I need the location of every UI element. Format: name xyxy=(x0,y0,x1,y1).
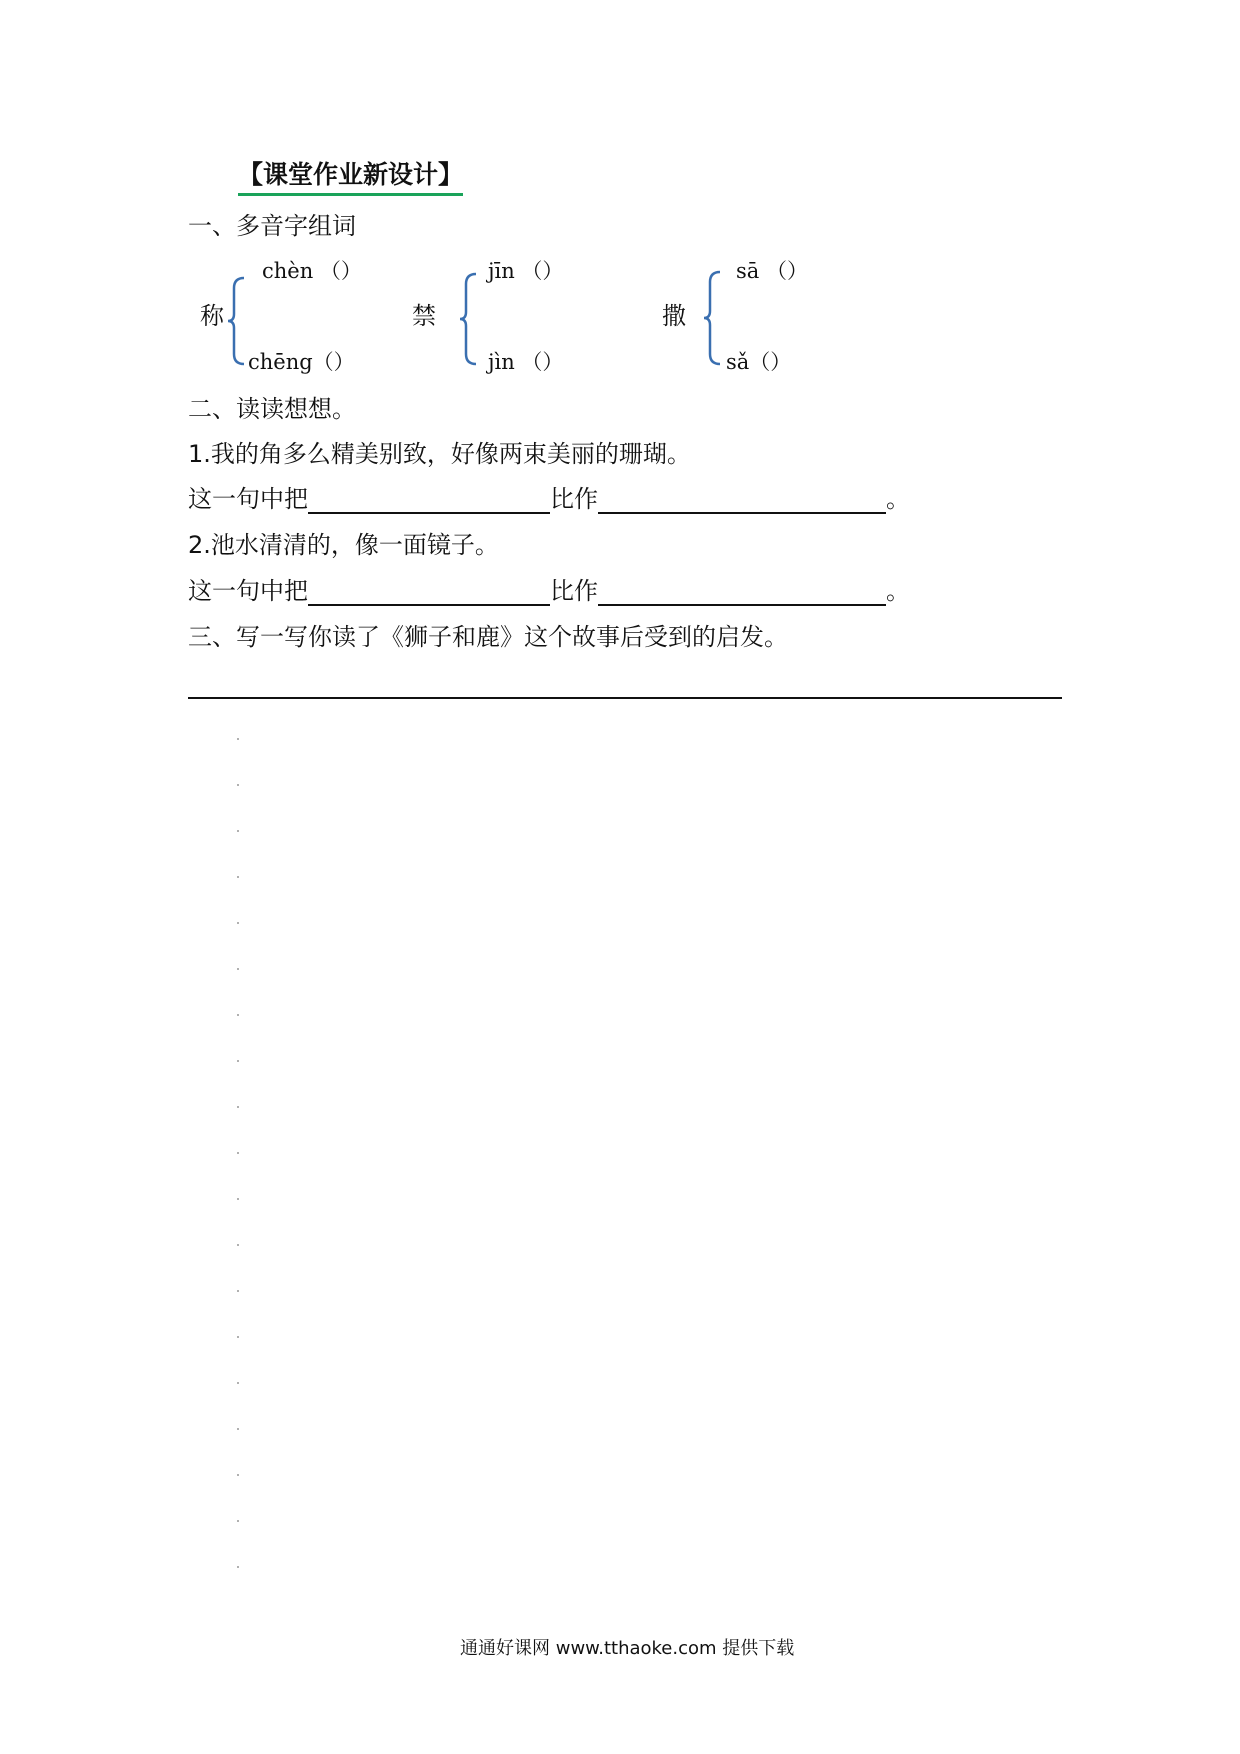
margin-dot xyxy=(237,1566,239,1568)
polyphone-char-1: 称 xyxy=(200,302,224,330)
fill-prefix: 这一句中把 xyxy=(188,485,308,513)
polyphone-top-2: jīn （） xyxy=(488,259,564,283)
section3-heading: 三、写一写你读了《狮子和鹿》这个故事后受到的启发。 xyxy=(188,623,788,651)
margin-dot xyxy=(237,968,239,970)
margin-dot xyxy=(237,738,239,740)
blank-1a[interactable] xyxy=(308,488,550,514)
blank-2b[interactable] xyxy=(598,580,886,606)
margin-dot xyxy=(237,1152,239,1154)
margin-dot xyxy=(237,876,239,878)
brace-icon xyxy=(458,272,480,366)
polyphone-char-3: 撒 xyxy=(662,302,686,330)
margin-dot xyxy=(237,1106,239,1108)
brace-icon xyxy=(226,276,248,366)
margin-dot xyxy=(237,922,239,924)
margin-dot xyxy=(237,1244,239,1246)
fill-line-2 xyxy=(188,576,910,606)
blank-2a[interactable] xyxy=(308,580,550,606)
polyphone-top-3: sā （） xyxy=(736,259,808,283)
margin-dot xyxy=(237,784,239,786)
fill-prefix: 这一句中把 xyxy=(188,577,308,605)
margin-dot xyxy=(237,1474,239,1476)
brace-icon xyxy=(702,270,724,366)
fill-middle: 比作 xyxy=(550,485,598,513)
blank-1b[interactable] xyxy=(598,488,886,514)
fill-line-1 xyxy=(188,484,910,514)
margin-dot xyxy=(237,1290,239,1292)
margin-dot xyxy=(237,1428,239,1430)
polyphone-bottom-1: chēng（） xyxy=(248,350,355,374)
fill-middle: 比作 xyxy=(550,577,598,605)
section1-heading: 一、多音字组词 xyxy=(188,212,356,240)
polyphone-top-1: chèn （） xyxy=(262,259,362,283)
margin-dot xyxy=(237,1060,239,1062)
footer: 通通好课网 www.tthaoke.com 提供下载 xyxy=(460,1638,795,1659)
margin-dot xyxy=(237,1336,239,1338)
fill-end: 。 xyxy=(886,485,910,513)
polyphone-bottom-2: jìn （） xyxy=(488,350,564,374)
polyphone-bottom-3: sǎ（） xyxy=(726,350,792,374)
margin-dot xyxy=(237,1198,239,1200)
margin-dot xyxy=(237,1014,239,1016)
margin-dot xyxy=(237,1382,239,1384)
page-title: 【课堂作业新设计】 xyxy=(238,160,463,196)
question-2: 2.池水清清的，像一面镜子。 xyxy=(188,531,499,559)
margin-dot xyxy=(237,1520,239,1522)
answer-line[interactable] xyxy=(188,697,1062,699)
fill-end: 。 xyxy=(886,577,910,605)
section2-heading: 二、读读想想。 xyxy=(188,395,356,423)
polyphone-char-2: 禁 xyxy=(412,302,436,330)
question-1: 1.我的角多么精美别致，好像两束美丽的珊瑚。 xyxy=(188,440,691,468)
margin-dot xyxy=(237,830,239,832)
